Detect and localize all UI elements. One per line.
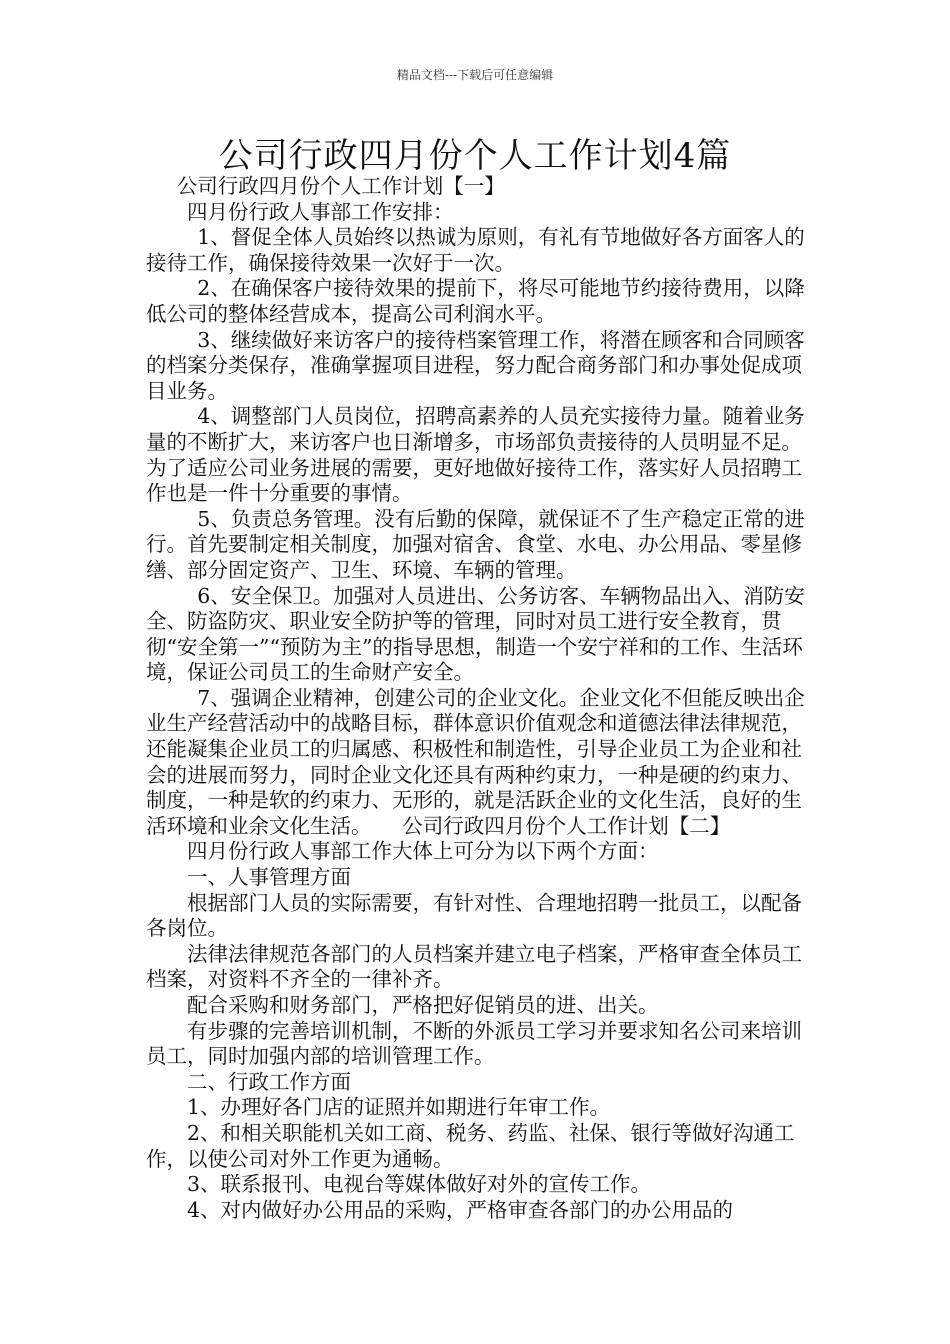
list-item: 3、联系报刊、电视台等媒体做好对外的宣传工作。 [187, 1172, 652, 1197]
paragraph: 法律法律规范各部门的人员档案并建立电子档案，严格审查全体员工档案，对资料不齐全的一律补齐。 [146, 941, 802, 992]
list-item: 2、在确保客户接待效果的提前下，将尽可能地节约接待费用，以降低公司的整体经营成本，提高公司利润水平。 [146, 276, 805, 326]
paragraph: 配合采购和财务部门，严格把好促销员的进、出关。 [187, 993, 659, 1017]
document-body [146, 174, 810, 1223]
list-item: 1、办理好各门店的证照并如期进行年审工作。 [187, 1095, 611, 1120]
list-item: 3、继续做好来访客户的接待档案管理工作，将潜在顾客和合同顾客的档案分类保存，准确掌握项目进程，努力配合商务部门和办事处促成项目业务。 [146, 327, 805, 403]
list-item: 1、督促全体人员始终以热诚为原则，有礼有节地做好各方面客人的接待工作，确保接待效果一次好于一次。 [146, 225, 805, 275]
subheading: 二、行政工作方面 [187, 1069, 351, 1094]
paragraph: 根据部门人员的实际需要，有针对性、合理地招聘一批员工，以配备各岗位。 [146, 890, 802, 941]
section-heading-1: 公司行政四月份个人工作计划【一】 [176, 174, 505, 198]
page-header-note: 精品文档---下载后可任意编辑 [396, 68, 554, 82]
paragraph: 四月份行政人事部工作安排： [187, 199, 454, 224]
paragraph: 有步骤的完善培训机制，不断的外派员工学习并要求知名公司来培训员工，同时加强内部的培训管理工作。 [146, 1018, 802, 1069]
list-item: 7、强调企业精神，创建公司的企业文化。企业文化不但能反映出企业生产经营活动中的战略目标，群体意识价值观念和道德法律法律规范，还能凝集企业员工的归属感、积极性和制造性，引导企业员工为企业和社会的进展而努力，同时企业文化还具有两种约束力，一种是硬的约束力、制度，一种是软的约束力、无形的，就是活跃企业的文化生活，良好的生活环境和业余文化生活。 公司行政四月份个人工作计划【二】 [146, 685, 805, 838]
paragraph: 四月份行政人事部工作大体上可分为以下两个方面： [187, 839, 659, 864]
list-item: 4、对内做好办公用品的采购，严格审查各部门的办公用品的 [187, 1197, 734, 1222]
list-item: 6、安全保卫。加强对人员进出、公务访客、车辆物品出入、消防安全、防盗防灾、职业安全防护等的管理，同时对员工进行安全教育，贯彻“安全第一”“预防为主”的指导思想，制造一个安宁祥和的工作、生活环境，保证公司员工的生命财产安全。 [146, 583, 805, 685]
list-item: 2、和相关职能机关如工商、税务、药监、社保、银行等做好沟通工作，以使公司对外工作更为通畅。 [146, 1120, 795, 1171]
document-title: 公司行政四月份个人工作计划4篇 [218, 136, 732, 176]
list-item: 5、负责总务管理。没有后勤的保障，就保证不了生产稳定正常的进行。首先要制定相关制度，加强对宿舍、食堂、水电、办公用品、零星修缮、部分固定资产、卫生、环境、车辆的管理。 [146, 506, 805, 582]
list-item: 4、调整部门人员岗位，招聘高素养的人员充实接待力量。随着业务量的不断扩大，来访客户也日渐增多，市场部负责接待的人员明显不足。为了适应公司业务进展的需要，更好地做好接待工作，落实好人员招聘工作也是一件十分重要的事情。 [146, 404, 805, 506]
subheading: 一、人事管理方面 [187, 865, 351, 890]
